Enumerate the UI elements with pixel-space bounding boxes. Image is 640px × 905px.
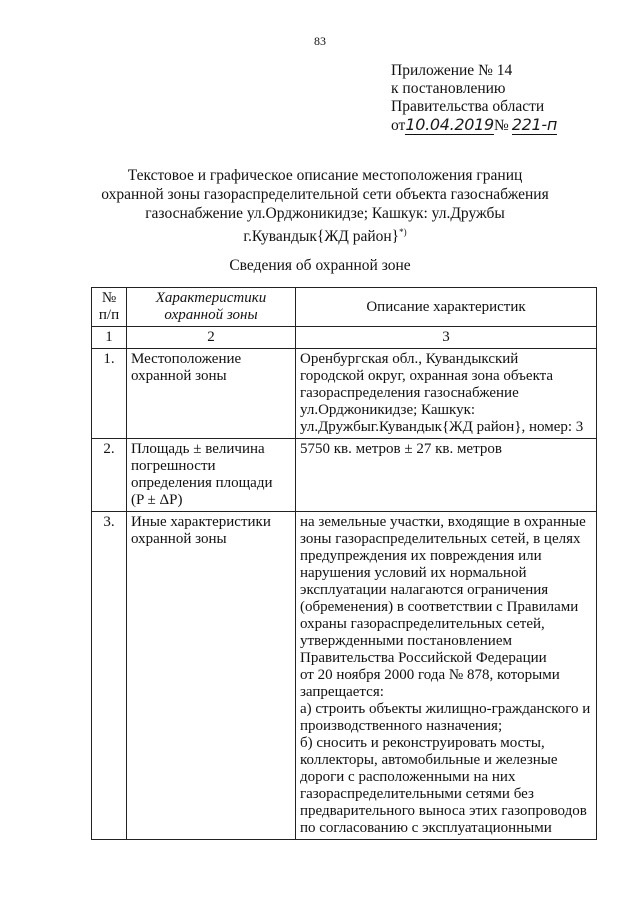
title-line-4: [90, 223, 560, 246]
row-characteristic: [127, 512, 296, 840]
column-number: 1: [92, 327, 127, 349]
characteristic-line: (P ± ΔP): [131, 492, 183, 508]
number-sign: №: [493, 117, 509, 134]
column-number: 2: [127, 327, 296, 349]
description-line: а) строить объекты жилищно-гражданского и: [300, 701, 591, 717]
description-line: запрещается:: [300, 684, 384, 700]
description-line: 5750 кв. метров ± 27 кв. метров: [300, 441, 502, 457]
header-description: Описание характеристик: [296, 288, 597, 327]
row-number: 3.: [92, 512, 127, 840]
title-line-4-text: г.Кувандык{ЖД район}: [243, 228, 400, 246]
description-line: ул.Орджоникидзе; Кашкук:: [300, 402, 476, 418]
table-header-row: [92, 288, 597, 327]
description-line: Правительства Российской Федерации: [300, 650, 547, 666]
description-line: производственного назначения;: [300, 718, 503, 734]
appendix-block: [391, 62, 557, 135]
characteristic-line: Иные характеристики: [131, 514, 271, 530]
characteristic-line: определения площади: [131, 475, 273, 491]
characteristic-line: погрешности: [131, 458, 216, 474]
description-line: охраны газораспределительных сетей,: [300, 616, 545, 632]
table-row: [92, 512, 597, 840]
header-number-line-1: №: [101, 290, 117, 306]
document-title: [90, 166, 560, 246]
description-line: б) сносить и реконструировать мосты,: [300, 735, 545, 751]
title-line-3: газоснабжение ул.Орджоникидзе; Кашкук: ул.Дружбы: [145, 205, 505, 222]
page-number: 83: [314, 34, 326, 48]
characteristic-line: охранной зоны: [131, 531, 227, 547]
description-line: ул.Дружбыг.Кувандык{ЖД район}, номер: 3: [300, 419, 584, 435]
description-line: от 20 ноября 2000 года № 878, которыми: [300, 667, 560, 683]
header-number-line-2: п/п: [98, 307, 120, 323]
row-characteristic: [127, 349, 296, 439]
characteristic-line: Площадь ± величина: [131, 441, 265, 457]
description-line: утвержденными постановлением: [300, 633, 512, 649]
row-description: [296, 349, 597, 439]
header-characteristics-line-2: охранной зоны: [164, 307, 258, 323]
characteristic-line: охранной зоны: [131, 368, 227, 384]
appendix-line-3: Правительства области: [391, 98, 545, 115]
table-row: [92, 439, 597, 512]
handwritten-number: 221-п: [511, 115, 558, 134]
appendix-line-1: Приложение № 14: [391, 62, 513, 79]
description-line: предупреждения их повреждения или: [300, 548, 542, 564]
section-subtitle: Сведения об охранной зоне: [229, 257, 411, 274]
characteristic-line: Местоположение: [131, 351, 242, 367]
appendix-line-4: [391, 116, 557, 135]
column-number-row: [92, 327, 597, 349]
footnote-mark: *): [399, 227, 407, 237]
description-line: газораспределения газоснабжение: [300, 385, 519, 401]
description-line: предварительного выноса этих газопроводов: [300, 803, 587, 819]
handwritten-date: 10.04.2019: [405, 115, 494, 134]
description-line: на земельные участки, входящие в охранные: [300, 514, 586, 530]
row-number: 1.: [92, 349, 127, 439]
description-line: по согласованию с эксплуатационными: [300, 820, 552, 836]
header-number: [92, 288, 127, 327]
description-line: нарушения условий их нормальной: [300, 565, 527, 581]
title-line-1: Текстовое и графическое описание местоположения границ: [127, 167, 523, 184]
table-row: [92, 349, 597, 439]
description-line: коллекторы, автомобильные и железные: [300, 752, 558, 768]
row-characteristic: [127, 439, 296, 512]
description-line: городской округ, охранная зона объекта: [300, 368, 554, 384]
row-number: 2.: [92, 439, 127, 512]
description-line: газораспределительными сетями без: [300, 786, 534, 802]
description-line: зоны газораспределительных сетей, в целях: [300, 531, 581, 547]
description-line: эксплуатации налагаются ограничения: [300, 582, 549, 598]
appendix-from-prefix: от: [391, 117, 406, 134]
zone-info-table: [91, 287, 597, 840]
appendix-line-2: к постановлению: [391, 80, 506, 97]
row-description: [296, 512, 597, 840]
title-line-2: охранной зоны газораспределительной сети объекта газоснабжения: [101, 186, 549, 203]
column-number: 3: [296, 327, 597, 349]
header-characteristics: [127, 288, 296, 327]
row-description: [296, 439, 597, 512]
description-line: дороги с расположенными на них: [300, 769, 516, 785]
description-line: (обременения) в соответствии с Правилами: [300, 599, 579, 615]
header-characteristics-line-1: Характеристики: [155, 290, 267, 306]
description-line: Оренбургская обл., Кувандыкский: [300, 351, 519, 367]
